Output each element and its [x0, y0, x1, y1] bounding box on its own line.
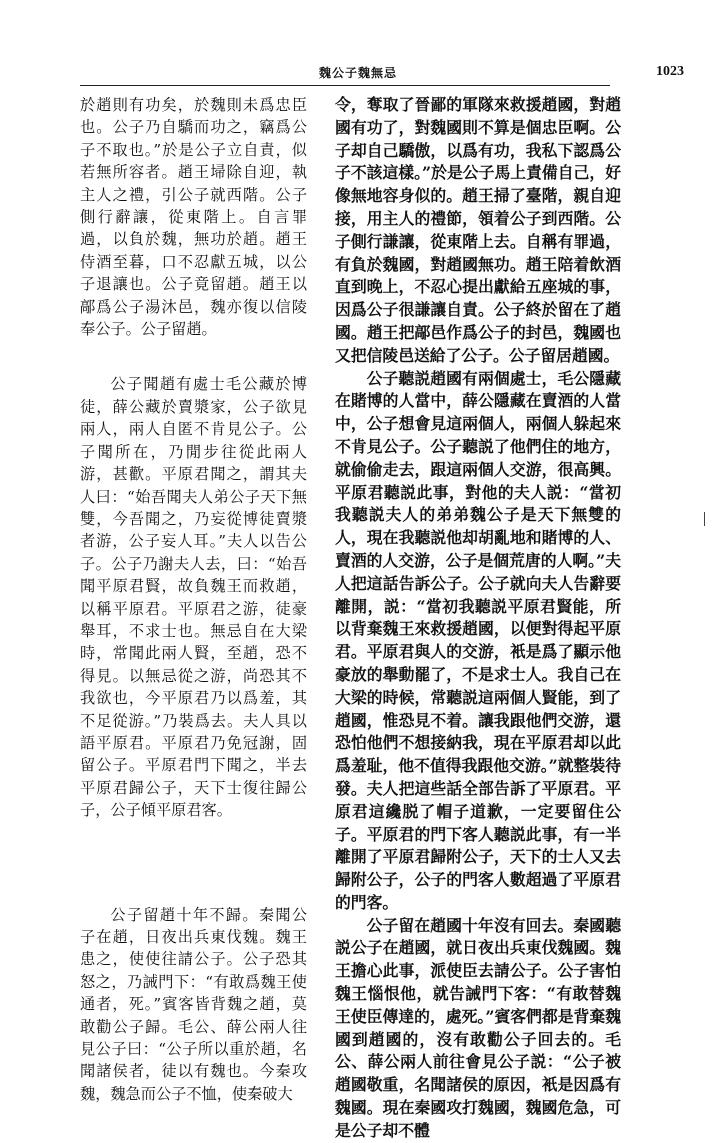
header-rule: [80, 85, 610, 86]
translation-column: [335, 94, 621, 1143]
translation-paragraph-3: 公子留在趙國十年沒有回去。秦國聽説公子在趙國，就日夜出兵東伐魏國。魏王擔心此事，派使臣去請公子。公子害怕魏王惱恨他，就告誡門下客：“有敢替魏王使臣傳達的，處死。”賓客們都是背棄魏國到趙國的，沒有敢勸公子回去的。毛公、薛公兩人前往會見公子説：“公子被趙國敬重，名聞諸侯的原因，衹是因爲有魏國。現在秦國攻打魏國，魏國危急，可是公子却不體: [335, 915, 621, 1140]
classical-text-column: [80, 94, 307, 1105]
classical-paragraph-1: 於趙則有功矣，於魏則未爲忠臣也。公子乃自驕而功之，竊爲公子不取也。”於是公子立自責，似若無所容者。趙王埽除自迎，執主人之禮，引公子就西階。公子側行辭讓，從東階上。自言罪過，以負於魏，無功於趙。趙王侍酒至暮，口不忍獻五城，以公子退讓也。公子竟留趙。趙王以鄗爲公子湯沐邑，魏亦復以信陵奉公子。公子留趙。: [80, 96, 307, 339]
classical-paragraph-3: 公子留趙十年不歸。秦聞公子在趙，日夜出兵東伐魏。魏王患之，使使往請公子。公子恐其怒之，乃誡門下：“有敢爲魏王使通者，死。”賓客皆背魏之趙，莫敢勸公子歸。毛公、薛公兩人往見公子曰：“公子所以重於趙，名聞諸侯者，徒以有魏也。今秦攻魏，魏急而公子不恤，使秦破大: [80, 905, 307, 1103]
classical-paragraph-2: 公子聞趙有處士毛公藏於博徒，薛公藏於賣漿家，公子欲見兩人，兩人自匿不肯見公子。公子聞所在，乃閒步往從此兩人游，甚歡。平原君聞之，謂其夫人曰：“始吾聞夫人弟公子天下無雙，今吾聞之，乃妄從博徒賣漿者游，公子妄人耳。”夫人以告公子。公子乃謝夫人去，曰：“始吾聞平原君賢，故負魏王而救趙，以稱平原君。平原君之游，徒豪舉耳，不求士也。無忌自在大梁時，常聞此兩人賢，至趙，恐不得見。以無忌從之游，尚恐其不我欲也，今平原君乃以爲羞，其不足從游。”乃裝爲去。夫人具以語平原君。平原君乃免冠謝，固留公子。平原君門下聞之，半去平原君歸公子，天下士復往歸公子，公子傾平原君客。: [80, 375, 307, 820]
translation-paragraph-1: 令，奪取了晉鄙的軍隊來救援趙國，對趙國有功了，對魏國則不算是個忠臣啊。公子却自己驕傲，以爲有功，我私下認爲公子不該這樣。”於是公子馬上責備自己，好像無地容身似的。趙王掃了臺階，親自迎接，用主人的禮節，領着公子到西階。公子側行謙讓，從東階上去。自稱有罪過，有負於魏國，對趙國無功。趙王陪着飲酒直到晚上，不忍心提出獻給五座城的事，因爲公子很謙讓自責。公子終於留在了趙國。趙王把鄗邑作爲公子的封邑，魏國也又把信陵邑送給了公子。公子留居趙國。: [335, 95, 621, 365]
translation-paragraph-2: 公子聽説趙國有兩個處士，毛公隱藏在賭博的人當中，薛公隱藏在賣酒的人當中，公子想會見這兩個人，兩個人躲起來不肯見公子。公子聽説了他們住的地方，就偷偷走去，跟這兩個人交游，很高興。平原君聽説此事，對他的夫人説：“當初我聽説夫人的弟弟魏公子是天下無雙的人，現在我聽説他却胡亂地和賭博的人、賣酒的人交游，公子是個荒唐的人啊。”夫人把這話告訴公子。公子就向夫人告辭要離開，説：“當初我聽説平原君賢能，所以背棄魏王來救援趙國，以便對得起平原君。平原君與人的交游，衹是爲了顯示他豪放的舉動罷了，不是求士人。我自己在大梁的時候，常聽説這兩個人賢能，到了趙國，惟恐見不着。讓我跟他們交游，還恐怕他們不想接納我，現在平原君却以此爲羞耻，他不值得我跟他交游。”就整裝待發。夫人把這些話全部告訴了平原君。平原君這纔脱了帽子道歉，一定要留住公子。平原君的門下客人聽説此事，有一半離開了平原君歸附公子，天下的士人又去歸附公子，公子的門客人數超過了平原君的門客。: [335, 368, 621, 912]
page-number: 1023: [656, 64, 684, 79]
running-header-title: 魏公子魏無忌: [318, 66, 397, 80]
paragraph-spacer: [80, 340, 307, 373]
margin-mark: [704, 512, 705, 526]
paragraph-spacer: [80, 822, 307, 904]
